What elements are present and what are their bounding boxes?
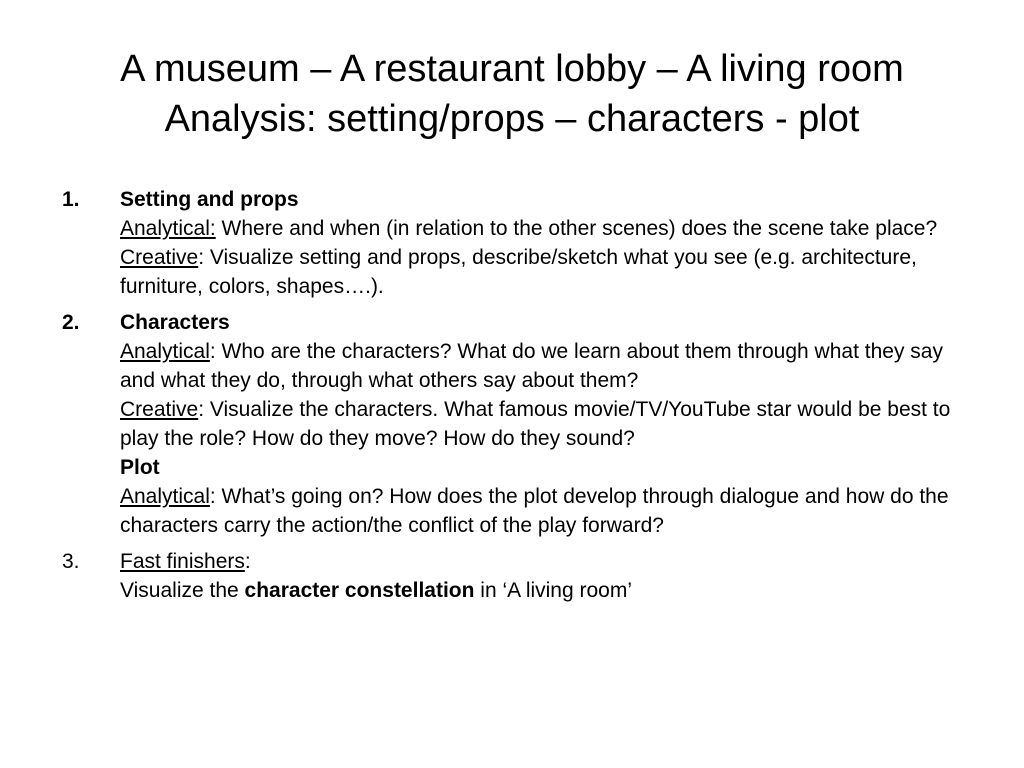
- list-item-setting: [62, 185, 962, 301]
- creative-label: Creative: [120, 398, 199, 421]
- fast-finishers-colon: :: [244, 550, 251, 573]
- fast-finishers-line: [120, 576, 962, 605]
- item-heading: Setting and props: [120, 188, 299, 211]
- fast-finishers-heading: [120, 547, 962, 576]
- line-bold: character constellation: [244, 579, 475, 602]
- creative-label: Creative: [120, 246, 199, 269]
- fast-finishers-label: Fast finishers: [120, 550, 245, 573]
- analytical-text: : Who are the characters? What do we learn about them through what they say and what they do, through what others say about them?: [120, 340, 943, 392]
- content-list: [62, 185, 962, 612]
- analytical-label: Analytical: [120, 340, 210, 363]
- analytical-paragraph: [120, 214, 962, 243]
- list-item-fast-finishers: [62, 547, 962, 605]
- analytical-text: Where and when (in relation to the other scenes) does the scene take place?: [215, 217, 938, 240]
- analytical-label: Analytical:: [120, 217, 216, 240]
- item-number: 2.: [62, 311, 80, 334]
- line-prefix: Visualize the: [120, 579, 245, 602]
- item-number: 3.: [62, 550, 80, 573]
- creative-text: : Visualize the characters. What famous movie/TV/YouTube star would be best to play the role? How do they move? How do they sound?: [120, 398, 951, 450]
- item-number: 1.: [62, 188, 80, 211]
- plot-label: Analytical: [120, 485, 210, 508]
- plot-paragraph: [120, 482, 962, 540]
- title-line-1: A museum – A restaurant lobby – A living room: [120, 48, 904, 90]
- line-suffix: in ‘A living room’: [474, 579, 633, 602]
- item-heading: Characters: [120, 311, 230, 334]
- creative-paragraph: [120, 395, 962, 453]
- creative-text: : Visualize setting and props, describe/sketch what you see (e.g. architecture, furniture, colors, shapes….).: [120, 246, 917, 298]
- analytical-paragraph: [120, 337, 962, 395]
- title-line-2: Analysis: setting/props – characters - plot: [164, 98, 860, 140]
- creative-paragraph: [120, 243, 962, 301]
- slide-title: [40, 44, 984, 144]
- plot-heading: Plot: [120, 456, 160, 479]
- plot-text: : What’s going on? How does the plot develop through dialogue and how do the characters carry the action/the conflict of the play forward?: [120, 485, 949, 537]
- list-item-characters: [62, 308, 962, 540]
